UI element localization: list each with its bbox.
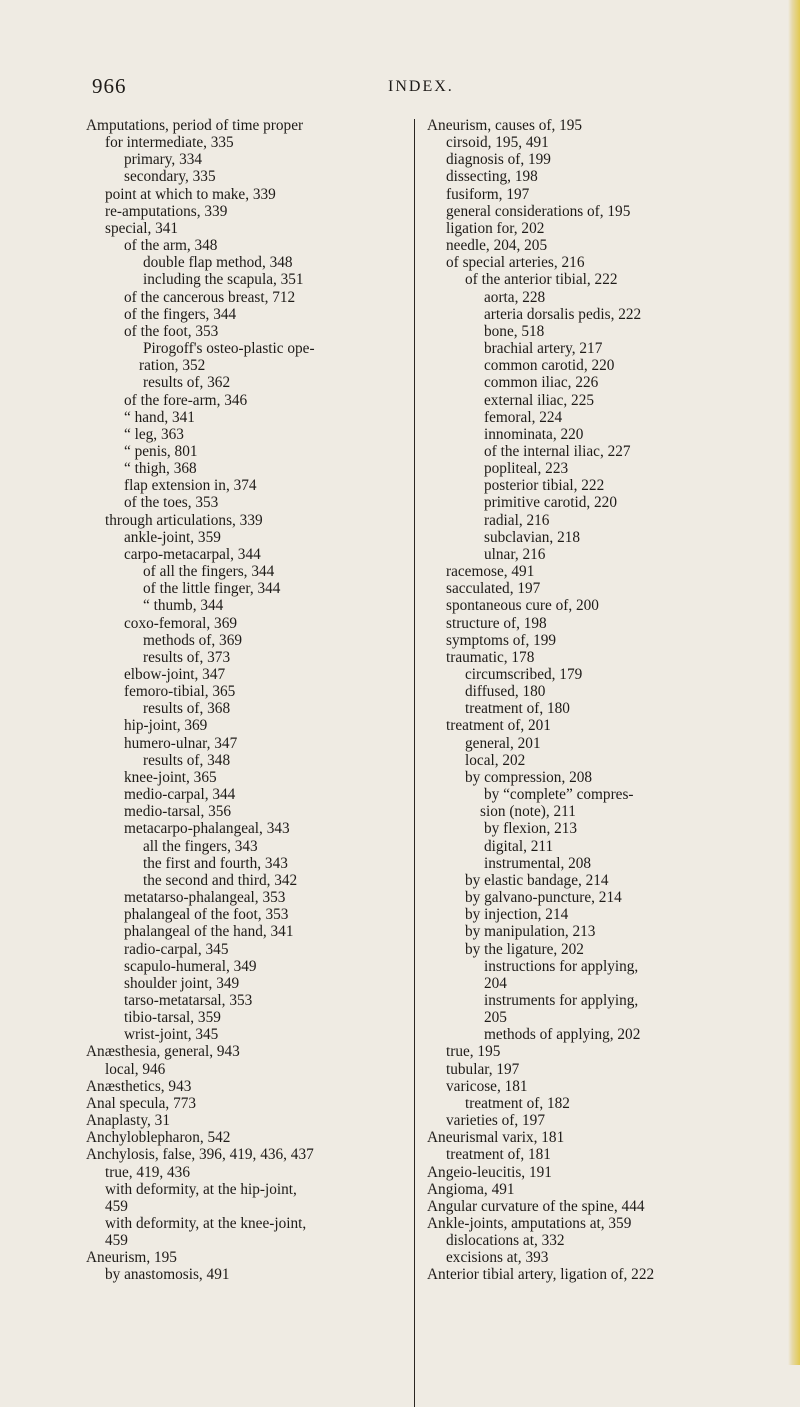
- index-entry: Anal specula, 773: [86, 1094, 197, 1112]
- index-entry: spontaneous cure of, 200: [446, 597, 599, 615]
- index-entry: of the anterior tibial, 222: [465, 271, 618, 289]
- index-entry: femoro-tibial, 365: [124, 683, 236, 701]
- index-entry: femoral, 224: [484, 408, 563, 426]
- index-entry: general considerations of, 195: [446, 202, 631, 220]
- index-entry: of the fore-arm, 346: [124, 391, 248, 409]
- page-edge: [788, 0, 800, 1365]
- index-entry: posterior tibial, 222: [484, 477, 605, 495]
- index-entry: methods of, 369: [143, 631, 242, 649]
- index-entry: results of, 368: [143, 700, 231, 718]
- index-column-left: [86, 117, 414, 1284]
- index-entry: the first and fourth, 343: [143, 854, 288, 872]
- index-entry: sion (note), 211: [480, 803, 576, 821]
- index-entry: true, 419, 436: [105, 1163, 190, 1181]
- index-entry: external iliac, 225: [484, 391, 595, 409]
- index-entry: of special arteries, 216: [446, 254, 585, 272]
- index-entry: Ankle-joints, amputations at, 359: [427, 1215, 632, 1232]
- index-entry: treatment of, 180: [465, 700, 570, 718]
- index-entry: the second and third, 342: [143, 871, 298, 889]
- index-entry: Amputations, period of time proper: [86, 117, 304, 134]
- index-entry: double flap method, 348: [143, 254, 293, 272]
- index-entry: radial, 216: [484, 511, 550, 529]
- index-entry: wrist-joint, 345: [124, 1026, 219, 1044]
- index-entry: ration, 352: [139, 357, 206, 375]
- index-entry: treatment of, 181: [446, 1146, 551, 1164]
- index-entry: medio-carpal, 344: [124, 786, 236, 804]
- index-entry: results of, 348: [143, 751, 231, 769]
- index-entry: of the cancerous breast, 712: [124, 288, 296, 306]
- index-entry: hip-joint, 369: [124, 717, 208, 735]
- index-entry: cirsoid, 195, 491: [446, 134, 549, 152]
- index-entry: aorta, 228: [484, 288, 546, 306]
- index-entry: 204: [484, 974, 507, 992]
- index-entry: Anchylosis, false, 396, 419, 436, 437: [86, 1146, 314, 1164]
- index-entry: shoulder joint, 349: [124, 974, 240, 992]
- index-entry: Angular curvature of the spine, 444: [427, 1197, 645, 1215]
- index-entry: carpo-metacarpal, 344: [124, 545, 261, 563]
- index-entry: dislocations at, 332: [446, 1232, 565, 1250]
- index-entry: humero-ulnar, 347: [124, 734, 238, 752]
- index-entry: sacculated, 197: [446, 580, 541, 598]
- index-entry: of all the fingers, 344: [143, 563, 275, 581]
- index-entry: Anæsthesia, general, 943: [86, 1043, 240, 1061]
- index-entry: true, 195: [446, 1043, 501, 1061]
- index-entry: common iliac, 226: [484, 374, 599, 392]
- index-entry: “ thigh, 368: [124, 460, 197, 478]
- index-entry: fusiform, 197: [446, 185, 530, 203]
- index-entry: scapulo-humeral, 349: [124, 957, 257, 975]
- index-entry: secondary, 335: [124, 168, 216, 186]
- index-entry: tibio-tarsal, 359: [124, 1009, 221, 1027]
- index-entry: primitive carotid, 220: [484, 494, 617, 512]
- index-entry: traumatic, 178: [446, 648, 535, 666]
- index-entry: coxo-femoral, 369: [124, 614, 237, 632]
- index-entry: popliteal, 223: [484, 460, 569, 478]
- index-entry: elbow-joint, 347: [124, 666, 226, 683]
- index-entry: ligation for, 202: [446, 219, 545, 237]
- index-entry: including the scapula, 351: [143, 271, 304, 289]
- index-entry: circumscribed, 179: [465, 666, 583, 683]
- index-entry: Anchyloblepharon, 542: [86, 1129, 231, 1147]
- index-entry: with deformity, at the hip-joint,: [105, 1180, 297, 1198]
- index-entry: special, 341: [105, 219, 179, 237]
- index-entry: knee-joint, 365: [124, 768, 217, 786]
- index-column-right: [427, 117, 767, 1284]
- index-entry: Aneurism, causes of, 195: [427, 117, 583, 134]
- index-entry: 205: [484, 1009, 507, 1027]
- index-entry: structure of, 198: [446, 614, 547, 632]
- index-entry: by galvano-puncture, 214: [465, 889, 622, 907]
- index-entry: “ leg, 363: [124, 425, 184, 443]
- index-entry: all the fingers, 343: [143, 837, 258, 855]
- index-entry: by anastomosis, 491: [105, 1266, 230, 1284]
- index-entry: 459: [105, 1197, 128, 1215]
- index-entry: Aneurism, 195: [86, 1249, 177, 1267]
- index-entry: racemose, 491: [446, 563, 535, 581]
- index-entry: of the toes, 353: [124, 494, 219, 512]
- index-entry: instrumental, 208: [484, 854, 592, 872]
- index-entry: with deformity, at the knee-joint,: [105, 1215, 307, 1232]
- index-entry: of the arm, 348: [124, 237, 218, 255]
- index-entry: “ hand, 341: [124, 408, 195, 426]
- index-entry: for intermediate, 335: [105, 134, 234, 152]
- index-entry: medio-tarsal, 356: [124, 803, 232, 821]
- index-entry: ankle-joint, 359: [124, 528, 221, 546]
- index-entry: by flexion, 213: [484, 820, 578, 838]
- index-entry: point at which to make, 339: [105, 185, 276, 203]
- index-entry: through articulations, 339: [105, 511, 263, 529]
- index-entry: subclavian, 218: [484, 528, 581, 546]
- index-entry: by “complete” compres-: [484, 786, 634, 804]
- index-entry: needle, 204, 205: [446, 237, 548, 255]
- index-entry: instructions for applying,: [484, 957, 639, 975]
- index-entry: of the fingers, 344: [124, 305, 237, 323]
- index-entry: digital, 211: [484, 837, 554, 855]
- index-entry: brachial artery, 217: [484, 340, 603, 358]
- index-entry: bone, 518: [484, 322, 545, 340]
- index-entry: “ thumb, 344: [143, 597, 224, 615]
- index-entry: phalangeal of the hand, 341: [124, 923, 294, 941]
- index-entry: Anæsthetics, 943: [86, 1077, 192, 1095]
- index-entry: Pirogoff's osteo-plastic ope-: [143, 340, 315, 358]
- index-entry: ulnar, 216: [484, 545, 546, 563]
- index-entry: local, 202: [465, 751, 526, 769]
- running-head: INDEX.: [388, 78, 454, 95]
- index-entry: instruments for applying,: [484, 991, 639, 1009]
- index-entry: arteria dorsalis pedis, 222: [484, 305, 642, 323]
- index-entry: 459: [105, 1232, 128, 1250]
- index-entry: by injection, 214: [465, 906, 569, 924]
- index-entry: Angeio-leucitis, 191: [427, 1163, 552, 1181]
- index-entry: of the little finger, 344: [143, 580, 281, 598]
- index-entry: tubular, 197: [446, 1060, 520, 1078]
- index-entry: varicose, 181: [446, 1077, 528, 1095]
- index-entry: varieties of, 197: [446, 1112, 545, 1130]
- index-entry: treatment of, 182: [465, 1094, 570, 1112]
- index-entry: by the ligature, 202: [465, 940, 584, 958]
- index-entry: general, 201: [465, 734, 541, 752]
- index-entry: methods of applying, 202: [484, 1026, 641, 1044]
- index-entry: Angioma, 491: [427, 1180, 515, 1198]
- index-entry: diagnosis of, 199: [446, 151, 551, 169]
- index-entry: radio-carpal, 345: [124, 940, 229, 958]
- index-entry: Anterior tibial artery, ligation of, 222: [427, 1266, 655, 1284]
- page-header: [0, 74, 800, 104]
- column-divider: [414, 119, 415, 1407]
- index-entry: re-amputations, 339: [105, 202, 228, 220]
- index-entry: innominata, 220: [484, 425, 584, 443]
- index-entry: of the foot, 353: [124, 322, 219, 340]
- index-entry: results of, 362: [143, 374, 231, 392]
- index-entry: local, 946: [105, 1060, 166, 1078]
- index-entry: results of, 373: [143, 648, 231, 666]
- index-entry: diffused, 180: [465, 683, 546, 701]
- index-entry: primary, 334: [124, 151, 203, 169]
- index-entry: of the internal iliac, 227: [484, 442, 631, 460]
- index-entry: by compression, 208: [465, 768, 593, 786]
- index-entry: flap extension in, 374: [124, 477, 257, 495]
- index-entry: dissecting, 198: [446, 168, 538, 186]
- index-entry: “ penis, 801: [124, 442, 198, 460]
- index-entry: by manipulation, 213: [465, 923, 596, 941]
- index-entry: excisions at, 393: [446, 1249, 549, 1267]
- index-entry: metatarso-phalangeal, 353: [124, 889, 286, 907]
- index-entry: metacarpo-phalangeal, 343: [124, 820, 290, 838]
- index-entry: by elastic bandage, 214: [465, 871, 609, 889]
- index-entry: common carotid, 220: [484, 357, 615, 375]
- index-entry: Aneurismal varix, 181: [427, 1129, 565, 1147]
- index-entry: treatment of, 201: [446, 717, 551, 735]
- index-entry: Anaplasty, 31: [86, 1112, 170, 1130]
- index-entry: symptoms of, 199: [446, 631, 557, 649]
- index-entry: tarso-metatarsal, 353: [124, 991, 253, 1009]
- page-number: 966: [92, 74, 127, 98]
- index-entry: phalangeal of the foot, 353: [124, 906, 289, 924]
